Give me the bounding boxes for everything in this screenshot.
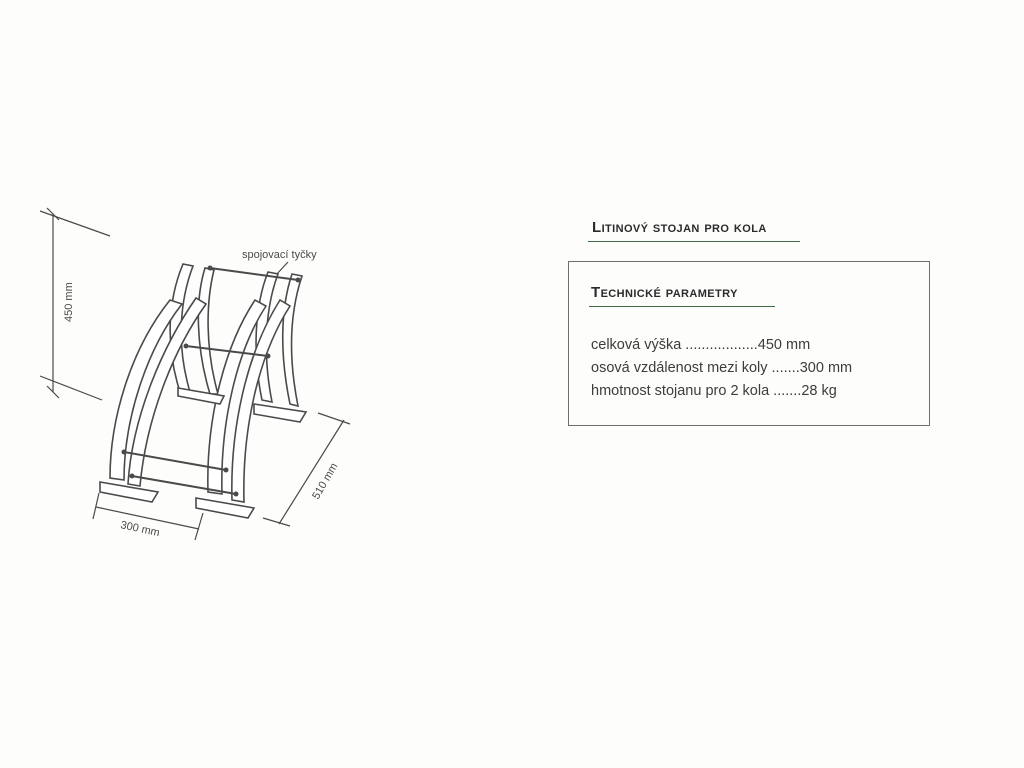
callout-label: spojovací tyčky [242,249,317,261]
height-dim-top-ext [40,211,110,236]
foot-front-right [196,498,254,518]
bike-rack-illustration [100,264,306,518]
param-total-height: celková výška ..................450 mm [591,337,811,353]
foot-front-left [100,482,158,502]
parameters-list [591,334,852,403]
width-dim-left-ext [93,493,99,519]
title-underline [588,241,800,242]
param-wheel-spacing: osová vzdálenost mezi koly .......300 mm [591,360,853,376]
width-dim-right-ext [195,513,203,540]
depth-dim-label: 510 mm [310,461,341,502]
param-weight: hmotnost stojanu pro 2 kola .......28 kg [591,383,837,399]
rear-right-arc-inner [283,274,302,406]
parameters-heading-underline [589,306,775,307]
connecting-rod-top [210,268,298,280]
depth-dim-back-ext [318,413,350,424]
parameters-heading: Technické parametry [591,284,738,301]
product-title: Litinový stojan pro kola [592,219,767,236]
depth-dim-front-ext [263,518,290,526]
width-dim-label: 300 mm [119,519,161,540]
height-dim-label: 450 mm [63,282,75,322]
rear-left-arc-inner [198,268,218,394]
parameters-box [568,261,930,426]
